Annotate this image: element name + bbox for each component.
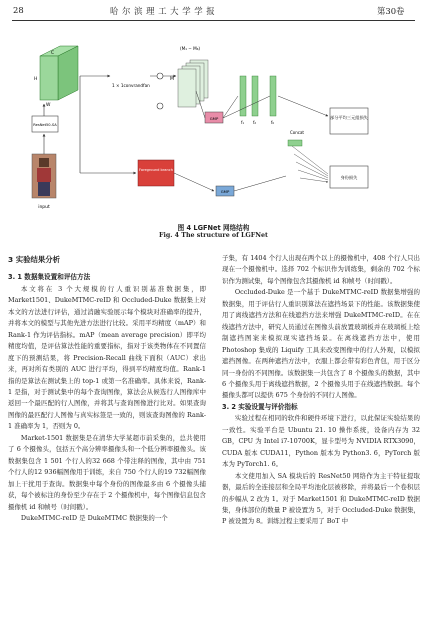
f2-label: f₂: [253, 120, 257, 125]
section-3-2-heading: 3. 2 实验设置与评价指标: [222, 402, 298, 411]
paragraph-dukemtmc-start: DukeMTMC-reID 是 DukeMTMC 数据集的一个: [20, 513, 168, 522]
conv-label: 1 × 1convrandfan: [112, 83, 150, 88]
triplet-loss-box: [330, 108, 368, 134]
mask-label: (M₁ − M₆): [180, 46, 201, 51]
right-column: [222, 253, 420, 528]
concat-bar: [288, 140, 302, 146]
foreground-branch-box: [138, 160, 174, 186]
journal-title: 哈 尔 滨 理 工 大 学 学 报: [110, 6, 216, 16]
volume-label: 第30卷: [377, 6, 405, 16]
mask-maps: [178, 60, 208, 107]
identity-loss-label: 身份损失: [340, 175, 358, 180]
label-m: M: [170, 77, 174, 82]
f1-label: f₁: [241, 120, 245, 125]
figure-caption-cn: 图 4 LGFNet 网络结构: [177, 224, 250, 232]
paragraph-dukemtmc-cont: 子集，有 1404 个行人出现在两个以上的摄像机中，408 个行人只出现在一个摄像机中。选择 702 个标识作为训练集，剩余的 702 个标识作为测试集，每个图像包含其摄像机 id 和帧号（时间戳）。: [222, 254, 420, 285]
header-rule: [12, 20, 415, 21]
classifier-fan: [292, 146, 328, 182]
input-label: input: [38, 205, 50, 210]
label-c: C: [51, 51, 55, 56]
gmp-label-top: GMP: [209, 116, 219, 121]
triplet-loss-label: 部分平均三元组损失: [330, 115, 368, 120]
section-3-heading: 3 实验结果分析: [8, 255, 61, 264]
part-features: [240, 76, 276, 116]
label-w: W: [46, 103, 51, 108]
paragraph-eval-metrics: 本文将在 3 个大规模的行人重识别基准数据集，即 Market1501、DukeMTMC-reID 和 Occluded-Duke 数据集上对本文的方法进行评估，通过消融实验展示每个模块对准确率的提升，并将本文的模型与其他先进方法进行比较。采用平均精度（mAP）和 Rank-1 作为评估指标。mAP（mean average precision）即平均精度均值，是评估算法性能的重要指标，指对于该类物体在不同置信度下的预测结果，将 Precision-Recall 曲线下面积（AUC）求出来，再对所有类别的 AUC 进行平均，得到平均精度均值。Rank-1 指的是算法在测试集上的 top-1 或第一名准确率。具体来说，Rank-1 是指，对于测试集中的每个查询图像，算法会从候选行人图像库中返回一个最匹配的行人图像，并将其与查询图像进行比对。如果查询图像的最匹配行人图像与真实标签是一致的，则该查询图像的 Rank-1 准确率为 1，否则为 0。: [8, 284, 206, 431]
f6-label: f₆: [271, 120, 275, 125]
running-header: [0, 0, 427, 22]
multiply-node-1: [157, 73, 163, 79]
page-number: 28: [13, 5, 24, 15]
multiply-node-2: [157, 103, 163, 109]
paragraph-market1501: Market-1501 数据集是在清华大学某超市前采集的，总共使用了 6 个摄像头，包括五个高分辨率摄像头和一个低分辨率摄像头。该数据集包含 1 501 个行人的32 668 个带注释的图像，其中由 751 个行人的12 936幅图像用于训练，来自 750 个行人的19 732幅图像加上干扰用于查询。数据集中每个身份的图像最多由 6 个摄像头捕获，每个被标注的身份至少存在于 2 个摄像机中，每个图像信息包含摄像机 id 和帧号（时间戳）。: [8, 433, 206, 511]
paragraph-occluded-duke: Occluded-Duke 是一个基于 DukeMTMC-reID 数据集增强的数据集，用于评估行人重识别算法在遮挡场景下的性能。该数据集使用了离线遮挡方法和在线遮挡方法来增强 DukeMTMC-reID。在在线遮挡方法中，研究人员通过在图像头前放置玻璃板并在玻璃板上绘制遮挡图案来模拟现实遮挡场景。在离线遮挡方法中，使用 Photoshop 集成的 Liquify 工具来改变图像中的行人外观，以模拟遮挡图像。在两种遮挡方法中，衣服上都会带有彩色背包，用于区分同一身份的不同图像。该数据集一共包含了 8 个摄像头的数据，其中 6 个摄像头用于离线遮挡数据，2 个摄像头用于在线遮挡数据。每个摄像头都可以提供 675 个身份的不同行人图像。: [222, 288, 420, 400]
left-column: [8, 254, 206, 524]
figure-caption-en: Fig. 4 The structure of LGFNet: [159, 232, 268, 239]
section-3-1-heading: 3. 1 数据集设置和评估方法: [8, 273, 91, 282]
paragraph-experiment-setup: 实验过程在相同的软件和硬件环境下进行，以此保证实验结果的一致性。实验平台是 Ubuntu 21. 10 操作系统，设备内存为 32 GB，CPU 为 Intel i7-10700K，显卡型号为 NVIDIA RTX3090，CUDA 版本 CUDA11，Python 版本为 Python3. 6，PyTorch 版本为 PyTorch1. 6。: [222, 414, 420, 469]
backbone-label: ResNet50-SA: [33, 123, 57, 127]
label-h: H: [34, 77, 38, 82]
figure-lgfnet: [30, 36, 395, 221]
concat-label: Concat: [290, 130, 304, 135]
foreground-branch-label: Foreground branch: [138, 168, 174, 172]
network-diagram: [30, 36, 395, 221]
paragraph-training-details: 本文使用加入 SA 模块后的 ResNet50 网络作为主干特征提取器，最后的全连接层和全局平均池化层被移除，并将最后一个卷积层的步幅从 2 改为 1。对于 Market1501 和 DukeMTMC-reID 数据集，身体部位的数量 P 被设置为 5，对于 Occluded-Duke 数据集，P 被设置为 8。训练过程主要采用了 BoT 中: [222, 471, 420, 526]
feature-map-cube: [40, 46, 78, 100]
gmp-label-bottom: GMP: [220, 189, 230, 194]
input-image: [32, 154, 56, 198]
